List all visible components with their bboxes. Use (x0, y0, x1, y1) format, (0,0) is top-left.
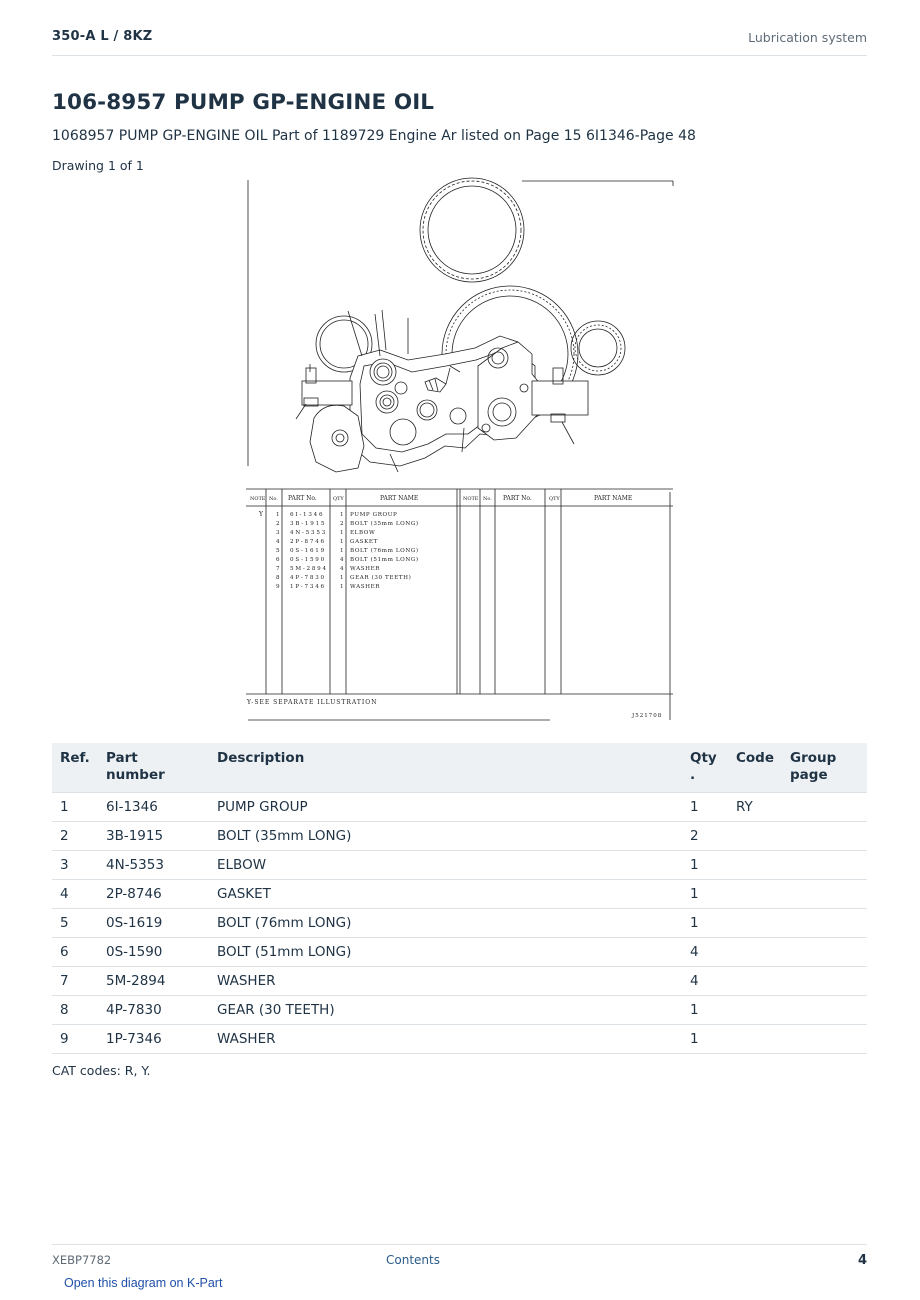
diagram-th-partno-2: PART No. (503, 495, 532, 502)
row-part-number: 6I-1346 (98, 793, 209, 822)
col-description: Description (209, 743, 682, 793)
parts-diagram-svg (240, 176, 680, 726)
row-qty: 1 (682, 851, 728, 880)
diagram-row-name: BOLT (51mm LONG) (350, 557, 419, 563)
row-qty: 1 (682, 1025, 728, 1054)
diagram-row-no: 7 (276, 566, 280, 572)
diagram-row-no: 8 (276, 575, 280, 581)
diagram-row-part: 0 S - 1 5 9 0 (290, 557, 325, 563)
col-group-page: Group page (782, 743, 867, 793)
parts-table (52, 743, 867, 1054)
diagram-row-no: 9 (276, 584, 280, 590)
diagram-row-qty: 1 (340, 575, 344, 581)
table-row (52, 822, 867, 851)
row-code (728, 909, 782, 938)
row-description: BOLT (51mm LONG) (209, 938, 682, 967)
diagram-row-qty: 2 (340, 521, 344, 527)
row-ref: 1 (52, 793, 98, 822)
diagram-th-note-2: NOTE (463, 496, 479, 502)
diagram-th-qty: QTY (333, 496, 344, 502)
diagram-th-no-2: No. (483, 496, 492, 502)
section-label: Lubrication system (748, 30, 867, 45)
row-qty: 4 (682, 967, 728, 996)
diagram-footer-note: Y-SEE SEPARATE ILLUSTRATION (247, 699, 378, 706)
diagram-th-partno: PART No. (288, 495, 317, 502)
row-ref: 9 (52, 1025, 98, 1054)
table-row (52, 793, 867, 822)
row-ref: 2 (52, 822, 98, 851)
row-group-page (782, 909, 867, 938)
row-group-page (782, 851, 867, 880)
parts-diagram[interactable] (240, 176, 680, 726)
row-code (728, 822, 782, 851)
diagram-row-qty: 1 (340, 584, 344, 590)
row-group-page (782, 967, 867, 996)
footer-divider (52, 1244, 867, 1245)
row-code (728, 851, 782, 880)
table-row (52, 880, 867, 909)
row-group-page (782, 1025, 867, 1054)
row-description: PUMP GROUP (209, 793, 682, 822)
row-part-number: 5M-2894 (98, 967, 209, 996)
table-row (52, 909, 867, 938)
row-code: RY (728, 793, 782, 822)
diagram-row-name: GEAR (30 TEETH) (350, 575, 412, 581)
diagram-row-part: 6 I - 1 3 4 6 (290, 512, 323, 518)
row-part-number: 2P-8746 (98, 880, 209, 909)
diagram-rows (276, 512, 419, 590)
cat-codes-note: CAT codes: R, Y. (52, 1063, 151, 1078)
row-ref: 6 (52, 938, 98, 967)
diagram-row-name: BOLT (76mm LONG) (350, 548, 419, 554)
row-part-number: 4P-7830 (98, 996, 209, 1025)
row-group-page (782, 938, 867, 967)
diagram-row-name: WASHER (350, 566, 381, 572)
diagram-th-no: No. (269, 496, 278, 502)
row-part-number: 3B-1915 (98, 822, 209, 851)
diagram-row-name: GASKET (350, 539, 378, 545)
diagram-th-partname-2: PART NAME (594, 495, 633, 502)
page-subtitle: 1068957 PUMP GP-ENGINE OIL Part of 1189729 Engine Ar listed on Page 15 6I1346-Page 48 (52, 128, 696, 144)
row-code (728, 880, 782, 909)
table-row (52, 967, 867, 996)
diagram-row-no: 2 (276, 521, 280, 527)
row-code (728, 1025, 782, 1054)
table-row (52, 1025, 867, 1054)
parts-table-header (52, 743, 867, 793)
diagram-code: J521708 (632, 713, 663, 719)
row-part-number: 4N-5353 (98, 851, 209, 880)
row-part-number: 1P-7346 (98, 1025, 209, 1054)
row-qty: 1 (682, 793, 728, 822)
col-ref: Ref. (52, 743, 98, 793)
row-qty: 1 (682, 996, 728, 1025)
row-group-page (782, 822, 867, 851)
diagram-th-qty-2: QTY (549, 496, 560, 502)
col-qty: Qty . (682, 743, 728, 793)
diagram-row-part: 2 P - 8 7 4 6 (290, 539, 325, 545)
row-group-page (782, 793, 867, 822)
diagram-row-part: 1 P - 7 3 4 6 (290, 584, 325, 590)
diagram-row-name: WASHER (350, 584, 381, 590)
diagram-row-part: 4 P - 7 8 3 0 (290, 575, 325, 581)
row-qty: 1 (682, 880, 728, 909)
model-label: 350-A L / 8KZ (52, 29, 153, 44)
col-code: Code (728, 743, 782, 793)
row-description: GASKET (209, 880, 682, 909)
page-title: 106-8957 PUMP GP-ENGINE OIL (52, 90, 435, 115)
diagram-row-part: 0 S - 1 6 1 9 (290, 548, 325, 554)
table-row (52, 851, 867, 880)
row-group-page (782, 880, 867, 909)
row-description: BOLT (76mm LONG) (209, 909, 682, 938)
row-code (728, 996, 782, 1025)
row-code (728, 967, 782, 996)
diagram-row-no: 6 (276, 557, 280, 563)
row-qty: 2 (682, 822, 728, 851)
col-part-number: Part number (98, 743, 209, 793)
diagram-row-qty: 1 (340, 512, 344, 518)
diagram-row-name: PUMP GROUP (350, 512, 398, 518)
diagram-row-qty: 1 (340, 539, 344, 545)
kpart-link[interactable]: Open this diagram on K-Part (64, 1276, 223, 1290)
table-row (52, 938, 867, 967)
diagram-note-mark: Y (259, 511, 263, 518)
diagram-th-note: NOTE (250, 496, 266, 502)
row-qty: 1 (682, 909, 728, 938)
row-qty: 4 (682, 938, 728, 967)
row-code (728, 938, 782, 967)
row-ref: 3 (52, 851, 98, 880)
diagram-row-part: 3 B - 1 9 1 5 (290, 521, 325, 527)
diagram-row-qty: 4 (340, 566, 344, 572)
diagram-row-no: 4 (276, 539, 280, 545)
diagram-row-no: 3 (276, 530, 280, 536)
row-description: BOLT (35mm LONG) (209, 822, 682, 851)
page-number: 4 (857, 1253, 867, 1268)
diagram-row-qty: 4 (340, 557, 344, 563)
row-description: WASHER (209, 967, 682, 996)
diagram-row-qty: 1 (340, 548, 344, 554)
row-description: GEAR (30 TEETH) (209, 996, 682, 1025)
contents-link[interactable]: Contents (386, 1253, 440, 1267)
row-part-number: 0S-1590 (98, 938, 209, 967)
document-id: XEBP7782 (52, 1253, 112, 1267)
row-ref: 8 (52, 996, 98, 1025)
row-group-page (782, 996, 867, 1025)
row-description: WASHER (209, 1025, 682, 1054)
diagram-row-no: 1 (276, 512, 280, 518)
row-ref: 7 (52, 967, 98, 996)
diagram-row-name: BOLT (35mm LONG) (350, 521, 419, 527)
table-row (52, 996, 867, 1025)
row-description: ELBOW (209, 851, 682, 880)
row-part-number: 0S-1619 (98, 909, 209, 938)
diagram-row-name: ELBOW (350, 530, 376, 536)
diagram-th-partname: PART NAME (380, 495, 419, 502)
header-divider (52, 55, 867, 56)
diagram-row-part: 4 N - 5 3 5 3 (290, 530, 326, 536)
parts-table-body (52, 793, 867, 1054)
row-ref: 5 (52, 909, 98, 938)
row-ref: 4 (52, 880, 98, 909)
diagram-row-part: 5 M - 2 8 9 4 (290, 566, 327, 572)
diagram-row-no: 5 (276, 548, 280, 554)
drawing-counter: Drawing 1 of 1 (52, 158, 144, 173)
diagram-row-qty: 1 (340, 530, 344, 536)
